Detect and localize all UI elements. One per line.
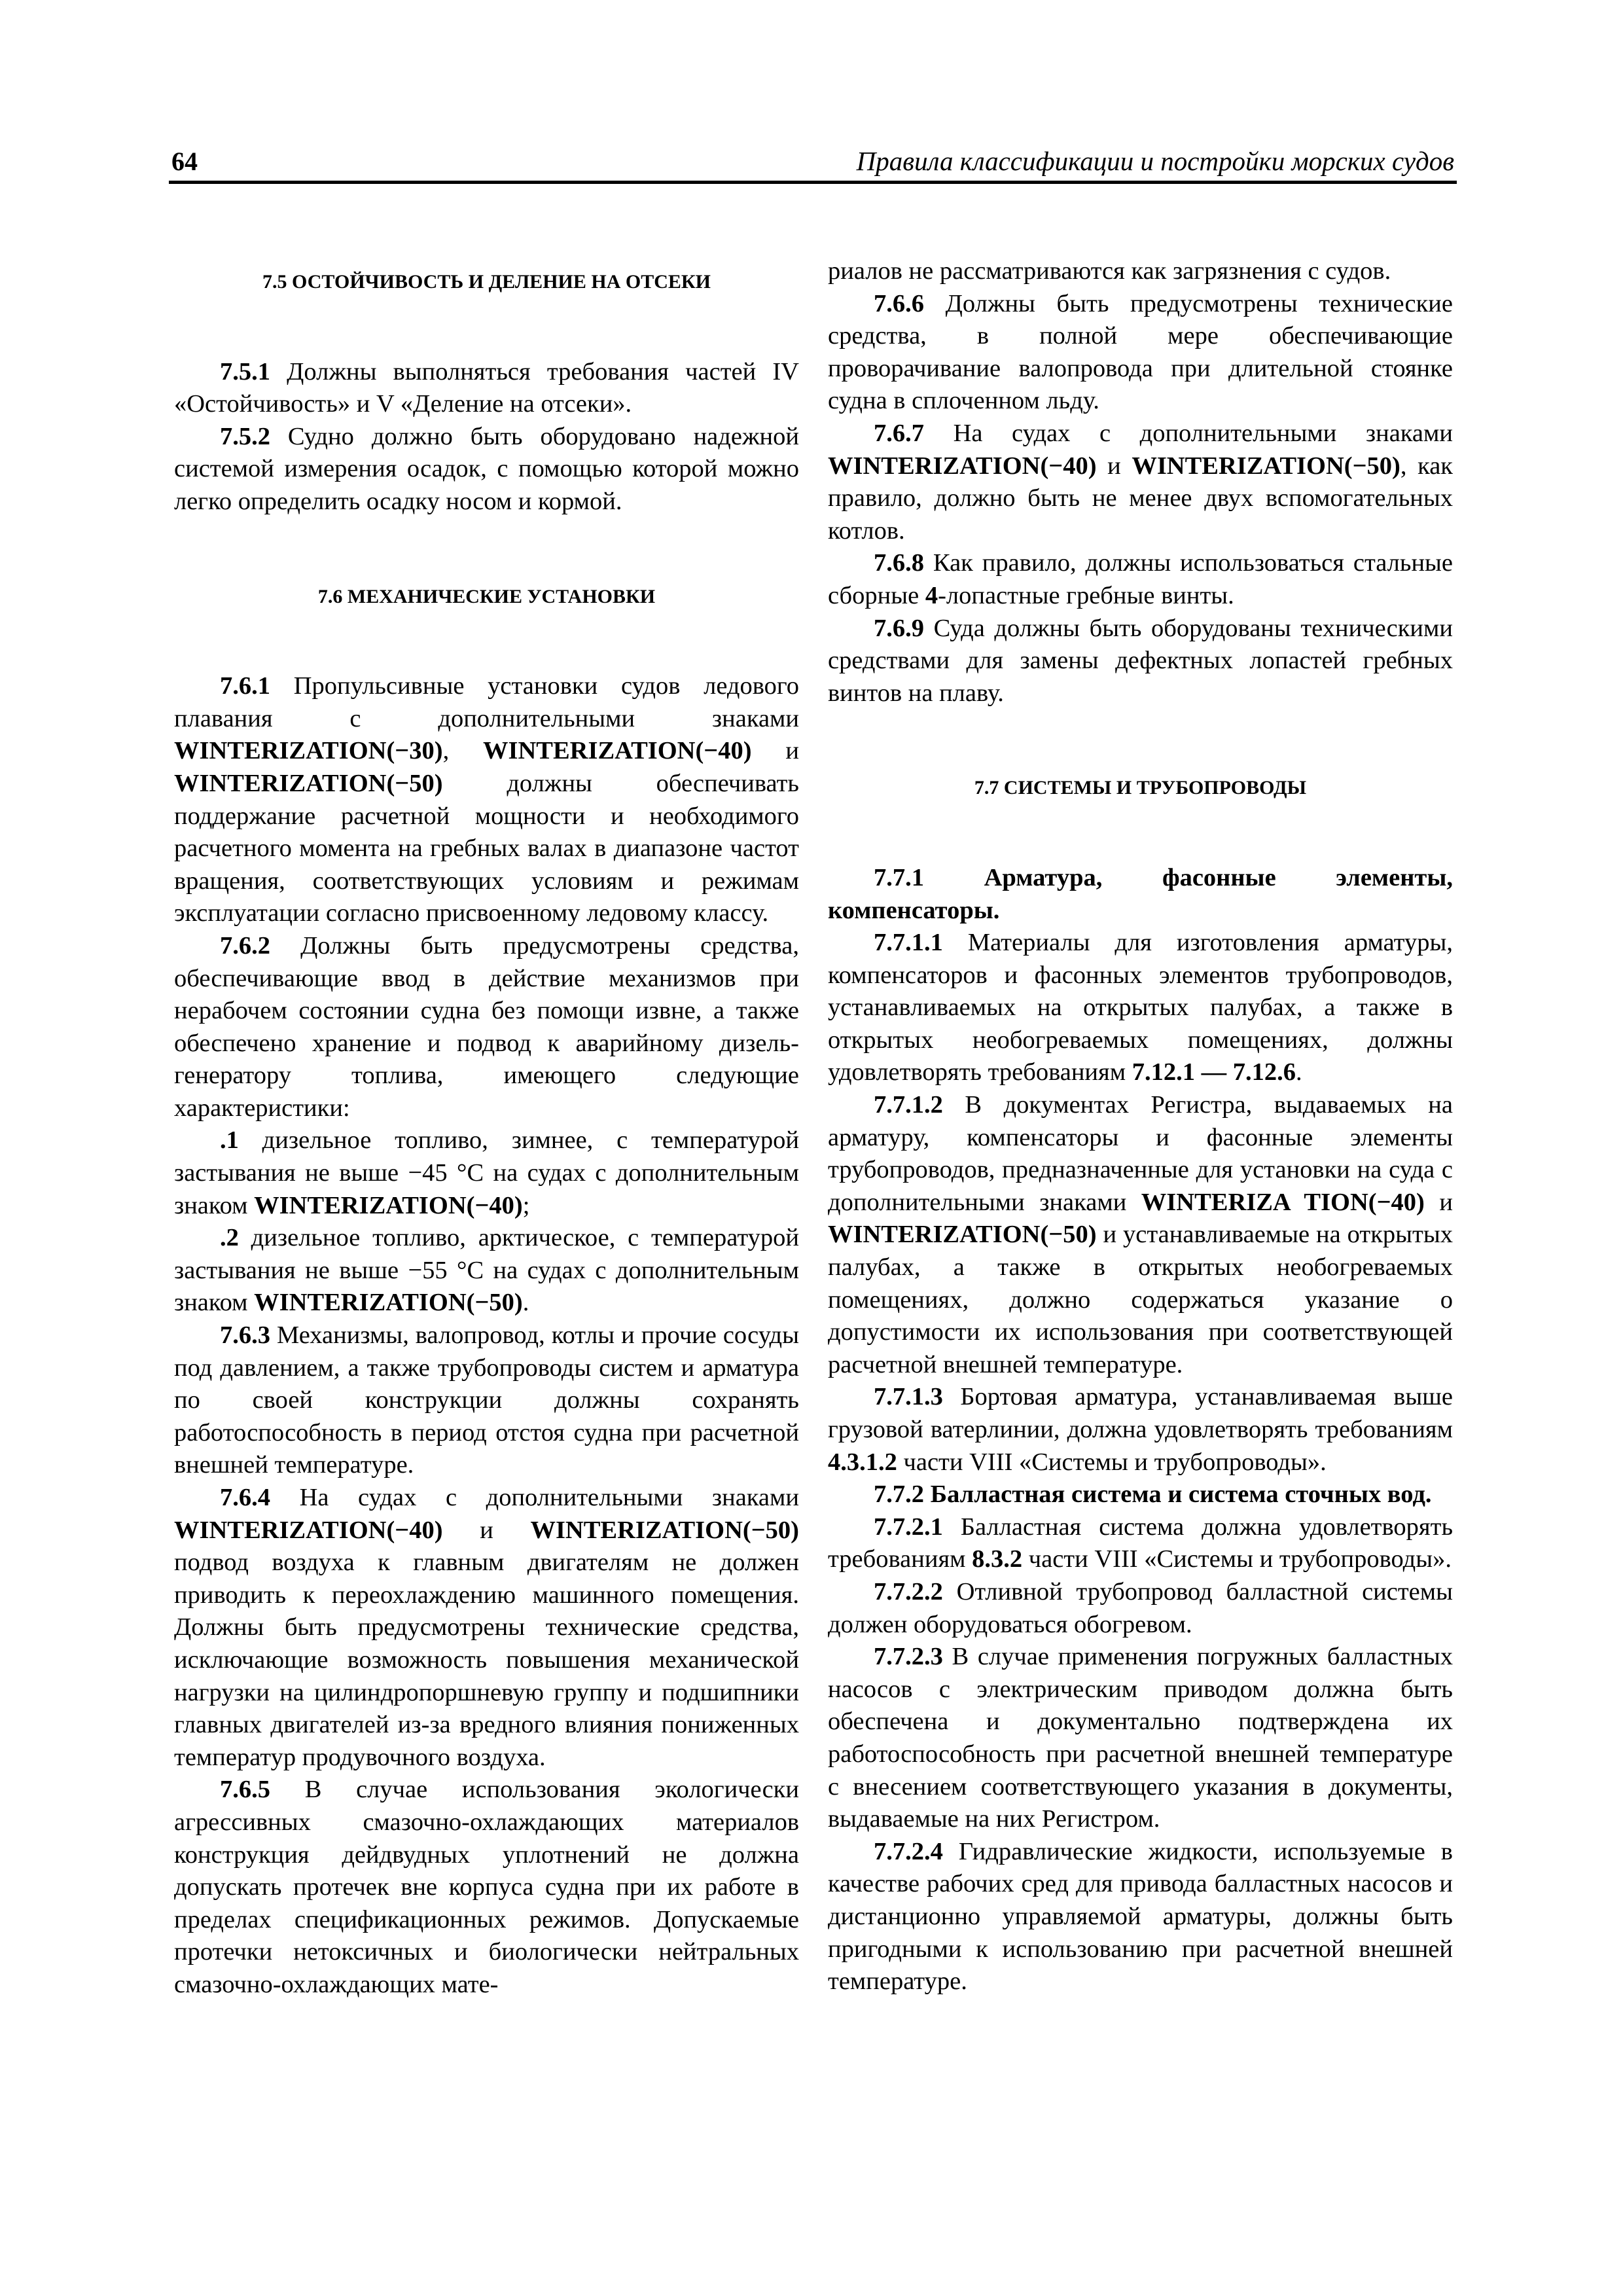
page-header [169,140,1457,184]
paragraph-number: 7.6.5 [220,1776,270,1804]
paragraph-text: и [442,1516,531,1544]
paragraph-text: Как правило, должны использоваться стальные сборные [828,549,1453,609]
paragraph-number: 7.7.2.4 [874,1837,943,1865]
paragraph-text: -лопастные гребные винты. [938,581,1234,609]
section-7-6-heading: 7.6 МЕХАНИЧЕСКИЕ УСТАНОВКИ [317,585,656,607]
class-notation: WINTERIZATION(−40) [254,1191,523,1219]
paragraph-7-6-8 [828,547,1453,612]
paragraph-7-7-1 [828,862,1453,927]
class-notation: WINTERIZATION(−40) [828,452,1097,480]
paragraph-text: , как правило, должно быть не менее двух вспомогательных котлов. [828,452,1453,545]
paragraph-text: подвод воздуха к главным двигателям не должен приводить к переохлаждению машинного помещения. Должны быть предусмотрены технические средства, исключающие возможность повышения механической нагрузки на цилиндропоршневую группу и подшипники главных двигателей из-за вредного влияния пониженных температур продувочного воздуха. [174,1549,799,1771]
paragraph-number: 7.7.2.2 [874,1577,943,1605]
list-number: .1 [220,1126,239,1155]
paragraph-number: 7.7.1.3 [874,1383,943,1411]
paragraph-text: части VIII «Системы и трубопроводы». [897,1448,1327,1476]
class-notation: WINTERIZATION(−40) [483,737,752,765]
list-item-2 [174,1222,799,1319]
class-notation: WINTERIZATION(−50) [1132,452,1400,480]
paragraph-text: Бортовая арматура, устанавливаемая выше грузовой ватерлинии, должна удовлетворять требованиям [828,1383,1453,1443]
class-notation: WINTERIZATION(−50) [530,1516,799,1544]
list-item-1 [174,1124,799,1222]
list-text: дизельное топливо, арктическое, с температурой застывания не выше −55 °С на судах с дополнительным знаком [174,1224,799,1317]
paragraph-number: 7.7.1 [874,863,924,891]
paragraph-7-6-2 [174,930,799,1125]
paragraph-7-7-2-4 [828,1836,1453,1998]
paragraph-number: 7.5.2 [220,422,270,450]
paragraph-number: 7.6.3 [220,1321,270,1350]
paragraph-7-5-1 [174,356,799,421]
paragraph-text: должны обеспечивать поддержание расчетной мощности и необходимого расчетного момента на гребных валах в диапазоне частот вращения, соответствующих условиям и режимам эксплуатации согласно присвоенному ледовому классу. [174,769,799,927]
paragraph-number: 7.7.2.3 [874,1643,943,1671]
paragraph-text: Материалы для изготовления арматуры, компенсаторов и фасонных элементов трубопроводов, устанавливаемых на открытых палубах, а также в открытых необогреваемых помещениях, должны удовлетворять требованиям [828,929,1453,1086]
section-7-5-heading: 7.5 ОСТОЙЧИВОСТЬ И ДЕЛЕНИЕ НА ОТСЕКИ [262,271,711,293]
paragraph-number: 7.6.7 [874,419,924,447]
paragraph-number: 7.7.2.1 [874,1513,943,1541]
paragraph-title: Арматура, фасонные элементы, компенсаторы. [828,863,1453,924]
paragraph-7-6-4 [174,1482,799,1774]
paragraph-7-5-2 [174,421,799,518]
paragraph-text: В случае применения погружных балластных насосов с электрическим приводом должна быть обеспечена и документально подтверждена их работоспособность при расчетной внешней температуре с внесением соответствующего указания в документы, выдаваемые на них Регистром. [828,1643,1453,1833]
paragraph-7-7-1-2 [828,1089,1453,1381]
list-number: .2 [220,1224,239,1252]
paragraph-number: 7.5.1 [220,357,270,386]
paragraph-text: Должны выполняться требования частей IV «Остойчивость» и V «Деление на отсеки». [174,357,799,418]
class-notation: WINTERIZATION(−40) [174,1516,443,1544]
paragraph-7-7-2 [828,1479,1453,1511]
paragraph-7-7-2-3 [828,1641,1453,1836]
paragraph-7-7-1-1 [828,927,1453,1089]
list-text: . [522,1289,529,1317]
paragraph-text: и устанавливаемые на открытых палубах, а также в открытых необогреваемых помещениях, должно содержаться указание о допустимости их использования при соответствующей расчетной внешней температуре. [828,1221,1453,1378]
paragraph-text: — [1194,1058,1233,1086]
paragraph-text: части VIII «Системы и трубопроводы». [1022,1545,1452,1573]
class-notation: WINTERIZATION(−50) [174,769,443,797]
paragraph-text: На судах с дополнительными знаками [270,1484,799,1511]
paragraph-text: В документах Регистра, выдаваемых на арматуру, компенсаторы и фасонные элементы трубопроводов, предназначенные для установки на суда с дополнительными знаками [828,1091,1453,1216]
paragraph-7-6-9 [828,613,1453,710]
paragraph-text: Механизмы, валопровод, котлы и прочие сосуды под давлением, а также трубопроводы систем и арматура по своей конструкции должны сохранять работоспособность в период отстоя судна при расчетной внешней температуре. [174,1321,799,1479]
class-notation: WINTERIZA TION(−40) [1141,1188,1425,1216]
paragraph-text: Отливной трубопровод балластной системы должен оборудоваться обогревом. [828,1577,1453,1638]
left-column [174,255,799,2001]
paragraph-7-7-2-2 [828,1576,1453,1641]
paragraph-number: 7.7.2 [874,1480,924,1509]
reference: 7.12.1 [1132,1058,1195,1086]
running-title: Правила классификации и постройки морских судов [856,146,1454,176]
paragraph-text: На судах с дополнительными знаками [924,419,1453,447]
paragraph-number: 7.6.8 [874,549,924,577]
reference: 8.3.2 [972,1545,1023,1573]
paragraph-7-7-1-3 [828,1381,1453,1479]
paragraph-text: Должны быть предусмотрены средства, обеспечивающие ввод в действие механизмов при нерабочем состоянии судна без помощи извне, а также обеспечено хранение и подвод к аварийному дизель-генератору топлива, имеющего следующие характеристики: [174,931,799,1122]
section-7-7-heading: 7.7 СИСТЕМЫ И ТРУБОПРОВОДЫ [974,777,1307,799]
class-notation: WINTERIZATION(−30) [174,737,443,765]
paragraph-7-6-3 [174,1319,799,1482]
page-number: 64 [171,147,198,176]
paragraph-number: 7.6.6 [874,289,924,317]
paragraph-text: Судно должно быть оборудовано надежной системой измерения осадок, с помощью которой можно легко определить осадку носом и кормой. [174,422,799,515]
right-column [828,255,1453,1998]
paragraph-text: Суда должны быть оборудованы техническими средствами для замены дефектных лопастей гребных винтов на плаву. [828,614,1453,707]
reference: 4.3.1.2 [828,1448,897,1476]
paragraph-number: 7.7.1.1 [874,929,943,957]
class-notation: WINTERIZATION(−50) [254,1289,523,1317]
paragraph-7-6-1 [174,670,799,930]
paragraph-text: Гидравлические жидкости, используемые в качестве рабочих сред для привода балластных насосов и дистанционно управляемой арматуры, должны быть пригодными к использованию при расчетной внешней температуре. [828,1837,1453,1996]
list-text: ; [522,1191,530,1219]
paragraph-text: и [751,737,800,765]
class-notation: WINTERIZATION(−50) [828,1221,1097,1249]
paragraph-number: 7.6.1 [220,672,270,700]
paragraph-title: Балластная система и система сточных вод. [924,1480,1432,1509]
paragraph-text: Пропульсивные установки судов ледового плавания с дополнительными знаками [174,672,799,732]
blade-count: 4 [925,581,938,609]
paragraph-text: и [1424,1188,1453,1216]
paragraph-7-6-6 [828,288,1453,418]
list-text: дизельное топливо, зимнее, с температурой застывания не выше −45 °С на судах с дополнительным знаком [174,1126,799,1219]
paragraph-number: 7.6.2 [220,931,270,960]
paragraph-7-7-2-1 [828,1511,1453,1576]
paragraph-text: . [1295,1058,1302,1086]
paragraph-text: и [1096,452,1132,480]
paragraph-number: 7.6.9 [874,614,924,642]
paragraph-continuation: риалов не рассматриваются как загрязнения с судов. [828,257,1391,285]
paragraph-7-6-7 [828,418,1453,547]
paragraph-7-6-5 [174,1774,799,2001]
paragraph-text: Балластная система должна удовлетворять требованиям [828,1513,1453,1573]
reference: 7.12.6 [1232,1058,1296,1086]
paragraph-number: 7.6.4 [220,1484,270,1511]
paragraph-text: , [442,737,484,765]
paragraph-text: В случае использования экологически агрессивных смазочно-охлаждающих материалов конструкция дейдвудных уплотнений не должна допускать протечек вне корпуса судна при их работе в пределах спецификационных режимов. Допускаемые протечки нетоксичных и биологически нейтральных смазочно-охлаждающих мате- [174,1776,799,1998]
paragraph-number: 7.7.1.2 [874,1091,943,1119]
paragraph-text: Должны быть предусмотрены технические средства, в полной мере обеспечивающие проворачивание валопровода при длительной стоянке судна в сплоченном льду. [828,289,1453,415]
